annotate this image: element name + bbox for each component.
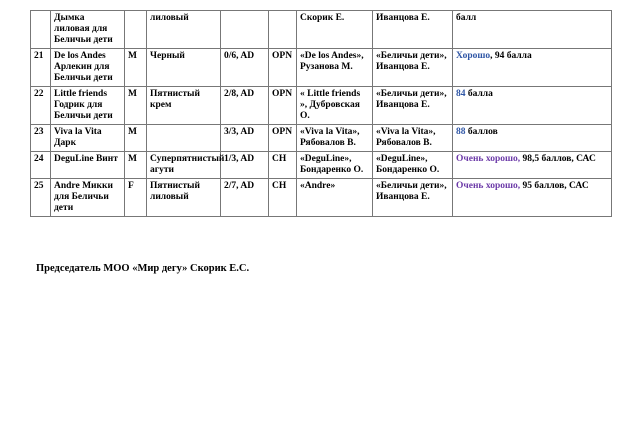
score-points: баллов bbox=[465, 127, 498, 137]
animal-color-cell: Черный bbox=[147, 49, 221, 87]
score-points: 95 баллов, САС bbox=[520, 181, 589, 191]
animal-color-cell: Пятнистый крем bbox=[147, 87, 221, 125]
animal-name-cell: De los Andes Арлекин для Беличьи дети bbox=[51, 49, 125, 87]
score-grade: Очень хорошо, bbox=[456, 154, 521, 164]
table-row bbox=[31, 49, 612, 87]
score-points: , 94 балла bbox=[490, 51, 532, 61]
results-table bbox=[30, 10, 612, 217]
show-class-cell: CH bbox=[269, 179, 297, 217]
animal-sex-cell: M bbox=[125, 87, 147, 125]
show-class-cell bbox=[269, 11, 297, 49]
score-points: 98,5 баллов, САС bbox=[520, 154, 596, 164]
animal-age-cell: 2/8, AD bbox=[221, 87, 269, 125]
animal-age-cell: 1/3, AD bbox=[221, 152, 269, 179]
animal-age-cell: 3/3, AD bbox=[221, 125, 269, 152]
table-row bbox=[31, 125, 612, 152]
row-number-cell: 25 bbox=[31, 179, 51, 217]
animal-sex-cell: M bbox=[125, 125, 147, 152]
score-cell bbox=[453, 87, 612, 125]
animal-sex-cell: M bbox=[125, 49, 147, 87]
score-points: балла bbox=[465, 89, 493, 99]
table-row bbox=[31, 87, 612, 125]
table-row bbox=[31, 152, 612, 179]
owner-cell: Иванцова Е. bbox=[373, 11, 453, 49]
score-grade: Очень хорошо, bbox=[456, 181, 521, 191]
row-number-cell: 23 bbox=[31, 125, 51, 152]
breeder-cell: «DeguLine», Бондаренко О. bbox=[297, 152, 373, 179]
breeder-cell: «Andre» bbox=[297, 179, 373, 217]
score-cell bbox=[453, 125, 612, 152]
row-number-cell: 24 bbox=[31, 152, 51, 179]
owner-cell: «DeguLine», Бондаренко О. bbox=[373, 152, 453, 179]
owner-cell: «Беличьи дети», Иванцова Е. bbox=[373, 49, 453, 87]
owner-cell: «Беличьи дети», Иванцова Е. bbox=[373, 179, 453, 217]
table-row bbox=[31, 11, 612, 49]
animal-sex-cell bbox=[125, 11, 147, 49]
animal-name-cell: Andre Микки для Беличьи дети bbox=[51, 179, 125, 217]
animal-sex-cell: F bbox=[125, 179, 147, 217]
score-cell bbox=[453, 11, 612, 49]
score-points: балл bbox=[456, 13, 477, 23]
animal-age-cell bbox=[221, 11, 269, 49]
animal-name-cell: Viva la Vita Дарк bbox=[51, 125, 125, 152]
table-body bbox=[31, 11, 612, 217]
show-class-cell: OPN bbox=[269, 49, 297, 87]
animal-color-cell: лиловый bbox=[147, 11, 221, 49]
row-number-cell: 21 bbox=[31, 49, 51, 87]
owner-cell: «Viva la Vita», Рябовалов В. bbox=[373, 125, 453, 152]
animal-sex-cell: M bbox=[125, 152, 147, 179]
footer-signature: Председатель МОО «Мир дегу» Скорик Е.С. bbox=[36, 263, 250, 274]
breeder-cell: «De los Andes», Рузанова М. bbox=[297, 49, 373, 87]
owner-cell: «Беличьи дети», Иванцова Е. bbox=[373, 87, 453, 125]
score-grade: Хорошо bbox=[456, 51, 491, 61]
score-cell bbox=[453, 179, 612, 217]
breeder-cell: «Viva la Vita», Рябовалов В. bbox=[297, 125, 373, 152]
table-row bbox=[31, 179, 612, 217]
row-number-cell bbox=[31, 11, 51, 49]
row-number-cell: 22 bbox=[31, 87, 51, 125]
animal-age-cell: 2/7, AD bbox=[221, 179, 269, 217]
show-class-cell: CH bbox=[269, 152, 297, 179]
animal-color-cell: Пятнистый лиловый bbox=[147, 179, 221, 217]
animal-color-cell bbox=[147, 125, 221, 152]
animal-age-cell: 0/6, AD bbox=[221, 49, 269, 87]
animal-name-cell: DeguLine Винт bbox=[51, 152, 125, 179]
animal-name-cell: Дымка лиловая для Беличьи дети bbox=[51, 11, 125, 49]
score-grade: 84 bbox=[456, 89, 466, 99]
show-class-cell: OPN bbox=[269, 87, 297, 125]
score-grade: 88 bbox=[456, 127, 466, 137]
breeder-cell: Скорик Е. bbox=[297, 11, 373, 49]
score-cell bbox=[453, 49, 612, 87]
animal-color-cell: Суперпятнистый агути bbox=[147, 152, 221, 179]
show-class-cell: OPN bbox=[269, 125, 297, 152]
breeder-cell: « Little friends », Дубровская О. bbox=[297, 87, 373, 125]
score-cell bbox=[453, 152, 612, 179]
animal-name-cell: Little friends Годрик для Беличьи дети bbox=[51, 87, 125, 125]
